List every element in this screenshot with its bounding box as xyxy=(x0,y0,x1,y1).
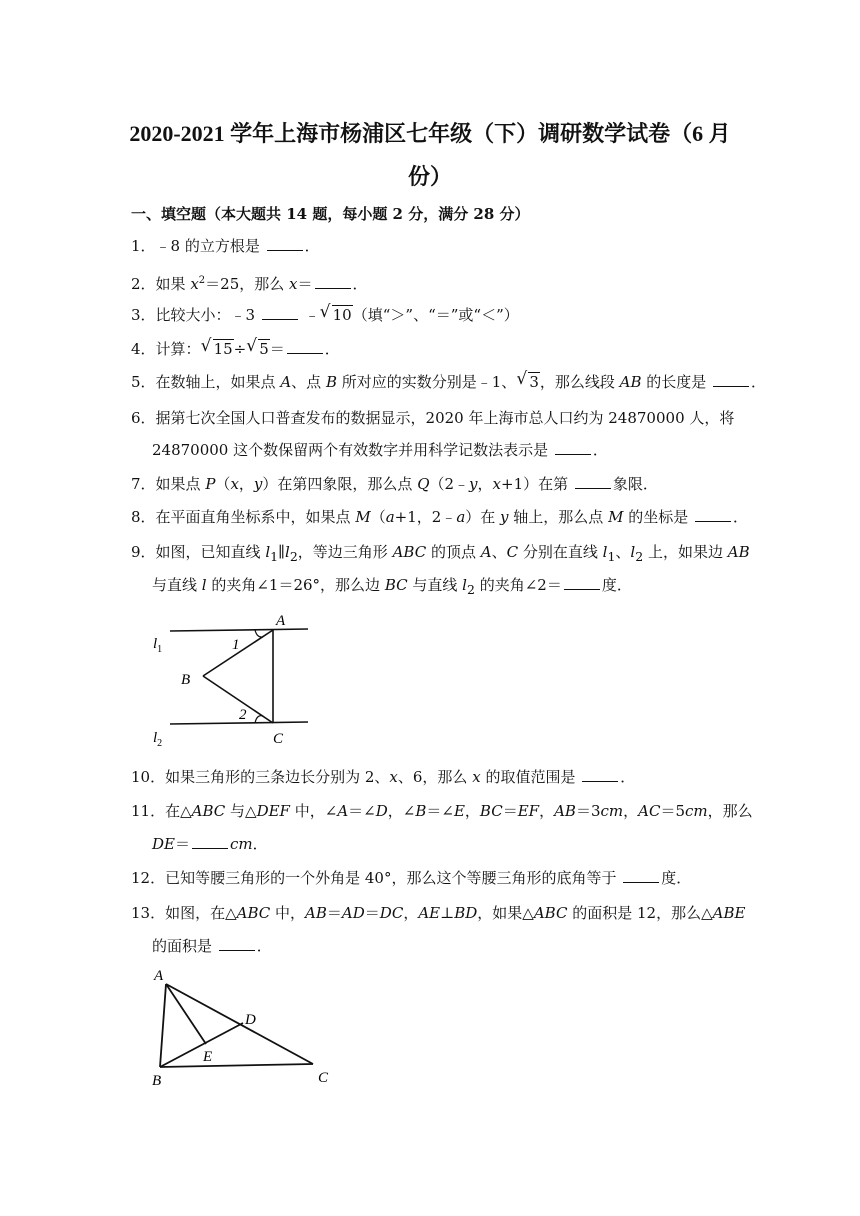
question-text: （填“＞”、“＝”或“＜”） xyxy=(352,306,519,324)
question-text: 的夹角∠2＝ xyxy=(474,576,562,594)
variable: ABC xyxy=(191,802,226,820)
question-text: ， xyxy=(623,802,639,820)
answer-blank[interactable] xyxy=(267,236,303,251)
question-text: ． xyxy=(256,937,272,955)
question-text: ＝ xyxy=(269,340,285,358)
question-text: ，如果△ xyxy=(477,904,534,922)
subscript: 2 xyxy=(466,582,475,597)
subscript: 1 xyxy=(607,549,616,564)
question-text: 据第七次全国人口普查发布的数据显示，2020 年上海市总人口约为 24870000 人，将 xyxy=(155,409,735,427)
variable: P xyxy=(205,475,216,493)
question-text: ＝ xyxy=(297,275,313,293)
unit: cm xyxy=(230,835,253,853)
question-6-cont xyxy=(152,440,608,460)
division-sign: ÷ xyxy=(233,340,247,358)
question-text: 已知等腰三角形的一个外角是 40°，那么这个等腰三角形的底角等于 xyxy=(165,869,622,887)
answer-blank[interactable] xyxy=(262,305,298,320)
question-text: ﹣ xyxy=(299,306,320,324)
answer-blank[interactable] xyxy=(564,575,600,590)
side-bc xyxy=(160,1064,313,1067)
question-text: ＝25，那么 xyxy=(205,275,290,293)
label-angle-1: 1 xyxy=(232,637,240,653)
answer-blank[interactable] xyxy=(582,767,618,782)
variable: l xyxy=(462,576,467,594)
question-text: ﹣8 的立方根是 xyxy=(155,237,265,255)
variable: AD xyxy=(341,904,365,922)
question-text: 的坐标是 xyxy=(623,508,693,526)
variable: y xyxy=(500,508,509,526)
variable: l xyxy=(602,543,608,561)
square-root xyxy=(319,302,353,325)
question-text: （ xyxy=(370,508,386,526)
answer-blank[interactable] xyxy=(315,274,351,289)
question-text: 如果三角形的三条边长分别为 2、 xyxy=(165,768,390,786)
variable: DC xyxy=(379,904,404,922)
square-root xyxy=(246,336,270,359)
variable: x xyxy=(389,768,398,786)
question-number: 3． xyxy=(131,306,156,324)
answer-blank[interactable] xyxy=(219,936,255,951)
question-text: ． xyxy=(304,237,320,255)
question-number: 9． xyxy=(131,543,156,561)
radicand: 3 xyxy=(529,373,539,391)
question-number: 11． xyxy=(131,802,166,820)
question-text: 中，∠ xyxy=(289,802,338,820)
question-text: ＝∠ xyxy=(348,802,376,820)
question-12 xyxy=(131,868,691,888)
question-text: 、 xyxy=(615,543,631,561)
question-13-cont xyxy=(152,936,272,956)
question-text: 度． xyxy=(601,576,632,594)
question-number: 5． xyxy=(131,373,156,391)
question-text: 与直线 xyxy=(407,576,463,594)
question-text: 的取值范围是 xyxy=(480,768,581,786)
question-text: ． xyxy=(352,275,368,293)
question-text: 在△ xyxy=(165,802,192,820)
variable: y xyxy=(469,475,478,493)
question-text: 分别在直线 xyxy=(518,543,603,561)
question-text: 在数轴上，如果点 xyxy=(155,373,281,391)
variable: B xyxy=(415,802,427,820)
question-text: 与直线 xyxy=(152,576,202,594)
variable: A xyxy=(280,373,292,391)
question-number: 6． xyxy=(131,409,156,427)
radical-sign-icon: √ xyxy=(246,336,258,356)
question-text: ， xyxy=(539,802,555,820)
label-d: D xyxy=(245,1012,256,1028)
subscript: 2 xyxy=(289,549,298,564)
question-text: +1）在第 xyxy=(501,475,573,493)
variable: AB xyxy=(305,904,327,922)
question-text: 轴上，那么点 xyxy=(508,508,609,526)
exponent: 2 xyxy=(198,275,206,286)
answer-blank[interactable] xyxy=(192,834,228,849)
question-number: 12． xyxy=(131,869,166,887)
question-text: 比较大小：﹣3 xyxy=(155,306,260,324)
question-text: ，那么 xyxy=(707,802,753,820)
label-angle-2: 2 xyxy=(239,707,247,723)
question-1 xyxy=(131,236,320,256)
question-text: ∥ xyxy=(278,543,286,561)
question-number: 8． xyxy=(131,508,156,526)
question-text: ． xyxy=(324,340,340,358)
angle-1-arc xyxy=(255,630,263,637)
radical-sign-icon: √ xyxy=(516,369,528,389)
variable: AE xyxy=(418,904,441,922)
question-text: ＝3 xyxy=(575,802,601,820)
title-line-2: 份） xyxy=(407,164,452,189)
variable: A xyxy=(337,802,349,820)
question-text: ． xyxy=(620,768,636,786)
question-11-cont xyxy=(152,834,268,854)
question-text: ， xyxy=(403,904,419,922)
label-b: B xyxy=(152,1073,162,1089)
segment-ae xyxy=(166,984,206,1044)
question-7 xyxy=(131,474,658,494)
subscript: 2 xyxy=(635,549,644,564)
variable: y xyxy=(253,475,263,493)
unit: cm xyxy=(600,802,624,820)
variable: B xyxy=(325,373,337,391)
question-text: 、点 xyxy=(291,373,326,391)
line-l1 xyxy=(170,629,308,631)
question-text: （2﹣ xyxy=(429,475,470,493)
variable: x xyxy=(289,275,298,293)
segment-bd xyxy=(160,1023,243,1067)
answer-blank[interactable] xyxy=(575,474,611,489)
answer-blank[interactable] xyxy=(287,339,323,354)
question-text: 的面积是 12，那么△ xyxy=(567,904,713,922)
label-c: C xyxy=(318,1070,329,1086)
question-text: 、 xyxy=(491,543,507,561)
question-number: 13． xyxy=(131,904,166,922)
question-9-cont xyxy=(152,575,632,600)
question-text: 的夹角∠1＝26°，那么边 xyxy=(206,576,385,594)
variable: x xyxy=(472,768,481,786)
question-text: 象限． xyxy=(612,475,658,493)
label-c: C xyxy=(273,731,284,747)
variable: DE xyxy=(152,835,175,853)
variable: x xyxy=(190,275,199,293)
question-text: ， xyxy=(238,475,254,493)
question-text: 的面积是 xyxy=(152,937,217,955)
question-text: 如果点 xyxy=(155,475,206,493)
question-6 xyxy=(131,408,734,428)
question-11 xyxy=(131,801,753,821)
question-text: 所对应的实数分别是﹣1、 xyxy=(336,373,517,391)
variable: BC xyxy=(384,576,408,594)
question-10 xyxy=(131,767,635,787)
variable: DEF xyxy=(256,802,290,820)
question-3 xyxy=(131,302,519,325)
question-text: ，等边三角形 xyxy=(297,543,393,561)
question-number: 2． xyxy=(131,275,156,293)
variable: l xyxy=(201,576,207,594)
question-text: 的长度是 xyxy=(641,373,712,391)
question-text: 的顶点 xyxy=(426,543,481,561)
question-2 xyxy=(131,271,368,294)
variable: l xyxy=(630,543,636,561)
question-text: 度． xyxy=(661,869,692,887)
question-text: 在平面直角坐标系中，如果点 xyxy=(155,508,356,526)
question-8 xyxy=(131,507,748,527)
variable: A xyxy=(480,543,492,561)
question-text: 如果 xyxy=(155,275,191,293)
label-e: E xyxy=(203,1049,213,1065)
figure-9-diagram xyxy=(145,612,315,748)
variable: x xyxy=(230,475,239,493)
question-text: ，那么线段 xyxy=(539,373,620,391)
question-text: （ xyxy=(215,475,231,493)
question-text: 、6，那么 xyxy=(397,768,473,786)
question-text: ＝ xyxy=(174,835,190,853)
variable: M xyxy=(355,508,371,526)
answer-blank[interactable] xyxy=(713,372,749,387)
variable: M xyxy=(608,508,624,526)
question-text: ）在 xyxy=(465,508,501,526)
variable: BD xyxy=(454,904,478,922)
question-text: 中， xyxy=(270,904,306,922)
question-text: 上，如果边 xyxy=(643,543,728,561)
question-text: ． xyxy=(252,835,268,853)
label-a: A xyxy=(154,968,164,984)
variable: l xyxy=(285,543,290,561)
question-text: 与△ xyxy=(225,802,257,820)
question-number: 10． xyxy=(131,768,166,786)
question-9 xyxy=(131,542,750,567)
answer-blank[interactable] xyxy=(555,440,591,455)
question-text: ． xyxy=(751,373,767,391)
variable: C xyxy=(506,543,519,561)
label-l1: $l_1$ xyxy=(153,636,163,655)
question-text: ＝ xyxy=(364,904,380,922)
square-root xyxy=(516,369,540,392)
title-line-1: 2020-2021 学年上海市杨浦区七年级（下）调研数学试卷（6 月 xyxy=(129,121,731,146)
unit: cm xyxy=(685,802,708,820)
variable: AB xyxy=(727,543,750,561)
radical-sign-icon: √ xyxy=(319,302,331,322)
square-root xyxy=(200,336,234,359)
question-text: +1，2﹣ xyxy=(394,508,457,526)
radicand: 5 xyxy=(259,340,269,358)
question-text: ＝5 xyxy=(660,802,685,820)
variable: AB xyxy=(554,802,576,820)
question-text: ＝∠ xyxy=(426,802,454,820)
question-13 xyxy=(131,903,745,923)
radical-sign-icon: √ xyxy=(200,336,212,356)
variable: ABE xyxy=(712,904,746,922)
question-text: ， xyxy=(477,475,493,493)
label-a: A xyxy=(276,613,286,629)
question-4 xyxy=(131,336,340,359)
question-text: ＝ xyxy=(326,904,342,922)
variable: ABC xyxy=(533,904,568,922)
question-5 xyxy=(131,369,767,392)
variable: ABC xyxy=(392,543,427,561)
radicand: 15 xyxy=(213,340,233,358)
question-text: 如图，已知直线 xyxy=(155,543,266,561)
question-text: 24870000 这个数保留两个有效数字并用科学记数法表示是 xyxy=(152,441,553,459)
label-b: B xyxy=(181,672,191,688)
question-number: 4． xyxy=(131,340,156,358)
question-text: ． xyxy=(732,508,748,526)
variable: AB xyxy=(619,373,642,391)
question-text: ＝ xyxy=(502,802,518,820)
variable: AC xyxy=(638,802,661,820)
question-text: 计算： xyxy=(155,340,201,358)
figure-13-diagram xyxy=(148,962,338,1092)
variable: a xyxy=(385,508,395,526)
variable: l xyxy=(265,543,271,561)
variable: Q xyxy=(417,475,430,493)
question-text: ⊥ xyxy=(440,904,455,922)
variable: ABC xyxy=(236,904,271,922)
label-l2: $l_2$ xyxy=(153,730,163,748)
variable: BC xyxy=(479,802,503,820)
subscript: 1 xyxy=(270,549,279,564)
question-number: 7． xyxy=(131,475,156,493)
section-heading: 一、填空题（本大题共 14 题，每小题 2 分，满分 28 分） xyxy=(131,205,530,223)
question-text: ）在第四象限，那么点 xyxy=(262,475,418,493)
question-text: 如图，在△ xyxy=(165,904,237,922)
question-text: ． xyxy=(592,441,608,459)
variable: E xyxy=(453,802,465,820)
radicand: 10 xyxy=(332,306,352,324)
question-text: ， xyxy=(464,802,480,820)
question-text: ，∠ xyxy=(387,802,416,820)
answer-blank[interactable] xyxy=(695,507,731,522)
variable: a xyxy=(456,508,466,526)
variable: EF xyxy=(517,802,540,820)
variable: D xyxy=(375,802,388,820)
variable: x xyxy=(492,475,502,493)
side-ab xyxy=(160,984,166,1067)
question-number: 1． xyxy=(131,237,156,255)
answer-blank[interactable] xyxy=(623,868,659,883)
